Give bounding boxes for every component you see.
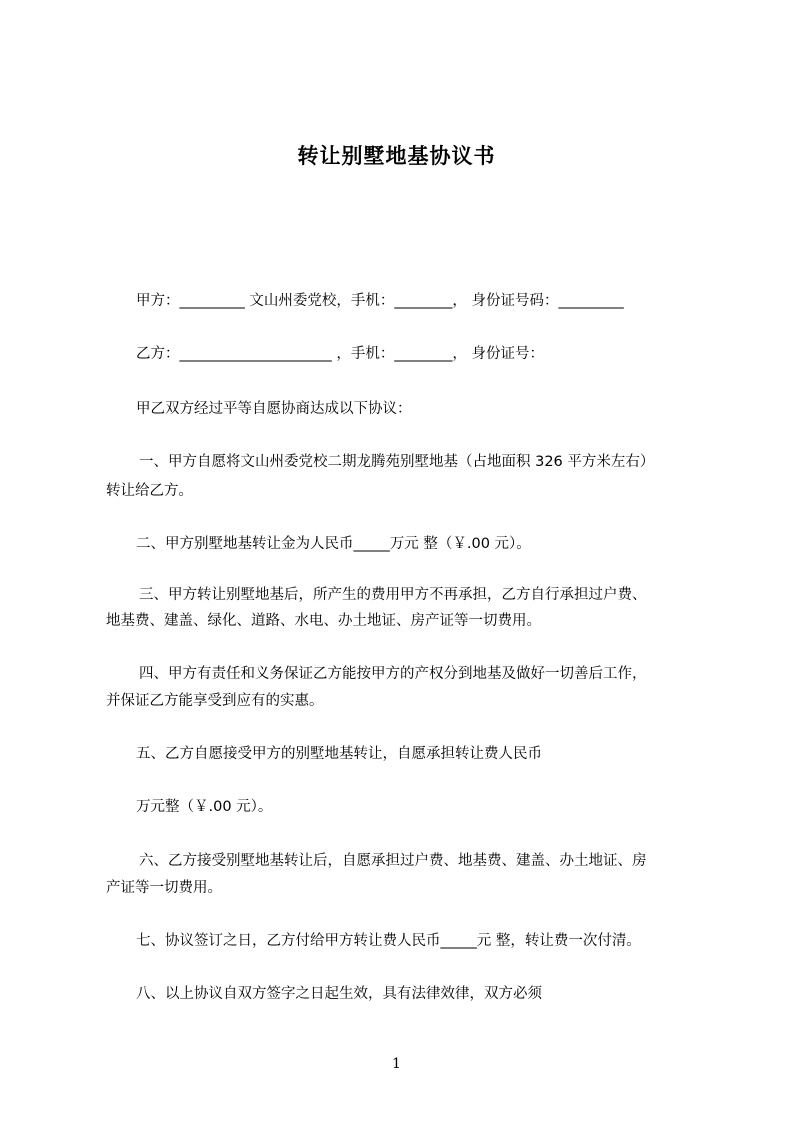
party-a-line: 甲方：_________ 文山州委党校，手机：________， 身份证号码：_________ [136,293,624,309]
clause-3-line-2: 地基费、建盖、绿化、道路、水电、办土地证、房产证等一切费用。 [106,613,541,629]
clause-5-line-2: 万元整（￥.00 元）。 [136,799,273,815]
clause-8-line-1: 八、以上协议自双方签字之日起生效，具有法律效律，双方必须 [136,986,542,1002]
clause-6-line-2: 产证等一切费用。 [106,880,222,896]
clause-3-line-1: 三、甲方转让别墅地基后，所产生的费用甲方不再承担，乙方自行承担过户费、 [139,587,647,603]
clause-6-line-1: 六、乙方接受别墅地基转让后，自愿承担过户费、地基费、建盖、办土地证、房 [139,853,647,869]
document-title: 转让别墅地基协议书 [297,144,496,168]
clause-1-line-2: 转让给乙方。 [106,483,193,499]
party-b-line: 乙方：_____________________ ，手机：________， 身份证号： [136,346,544,362]
agreement-intro: 甲乙双方经过平等自愿协商达成以下协议： [136,401,412,417]
clause-7: 七、协议签订之日，乙方付给甲方转让费人民币_____元 整，转让费一次付清。 [136,933,641,949]
clause-4-line-1: 四、甲方有责任和义务保证乙方能按甲方的产权分到地基及做好一切善后工作， [139,666,647,682]
page-number: 1 [392,1056,401,1072]
clause-2: 二、甲方别墅地基转让金为人民币_____万元 整（￥.00 元）。 [136,536,531,552]
clause-1-line-1: 一、甲方自愿将文山州委党校二期龙腾苑别墅地基（占地面积 326 平方米左右） [139,454,655,470]
clause-4-line-2: 并保证乙方能享受到应有的实惠。 [106,693,324,709]
clause-5-line-1: 五、乙方自愿接受甲方的别墅地基转让，自愿承担转让费人民币 [136,746,542,762]
